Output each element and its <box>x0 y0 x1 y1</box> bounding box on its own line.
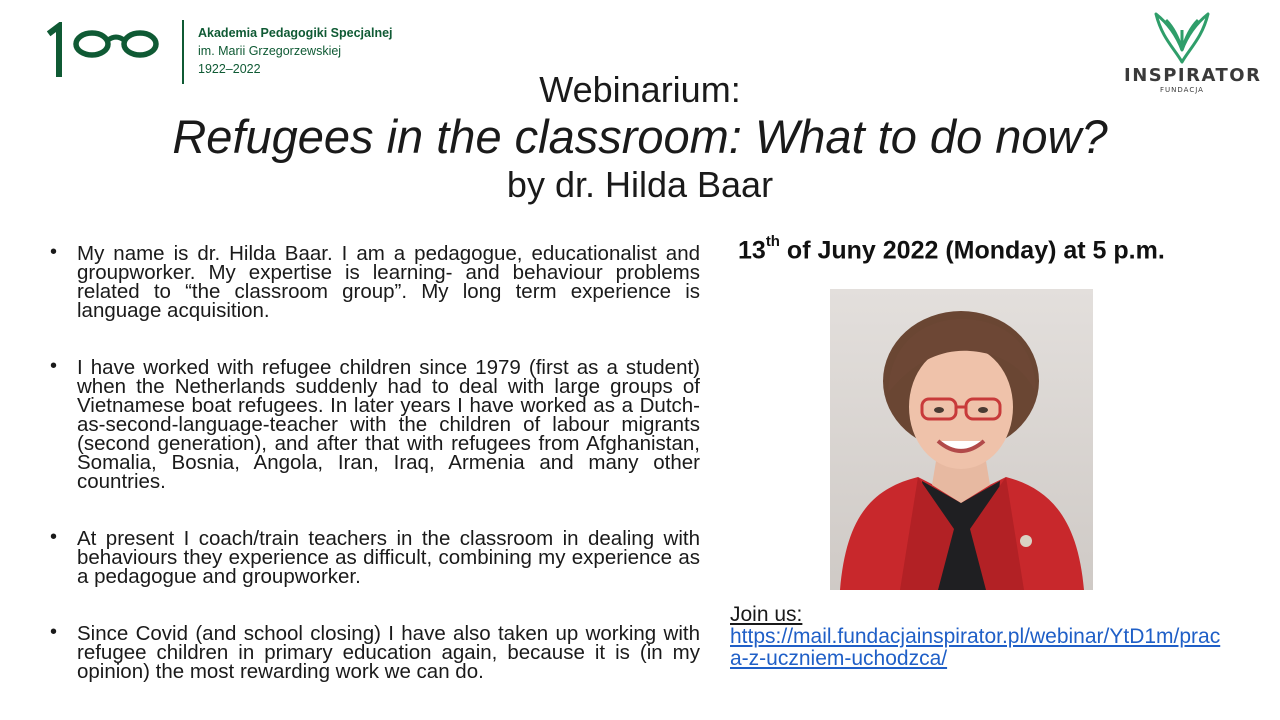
join-block <box>730 604 1230 670</box>
bullet-dot-icon: • <box>50 355 58 377</box>
webinar-label: Webinarium: <box>539 69 741 110</box>
webinar-registration-link[interactable]: https://mail.fundacjainspirator.pl/webinar/YtD1m/praca-z-uczniem-uchodzca/ <box>730 625 1221 670</box>
bio-bullet-text: I have worked with refugee children since 1979 (first as a student) when the Netherlands suddenly had to deal with large groups of Vietnamese boat refugees. In later years I have worked as a Dutch-as-second-language-teacher with the children of labour migrants (second generation), and after that with refugees from Afghanistan, Somalia, Bosnia, Angola, Iran, Iraq, Armenia and many other countries. <box>77 356 700 493</box>
bullet-dot-icon: • <box>50 621 58 643</box>
academy-years: 1922–2022 <box>198 62 261 76</box>
event-date <box>738 233 1165 265</box>
event-date-day: 13 <box>738 236 766 265</box>
bio-bullet <box>50 355 700 493</box>
title-block <box>0 70 1280 206</box>
academy-patron: im. Marii Grzegorzewskiej <box>198 44 342 58</box>
webinar-title: Refugees in the classroom: What to do now? <box>172 110 1108 163</box>
open-book-leaf-icon <box>1152 10 1212 64</box>
bio-bullet <box>50 526 700 588</box>
speaker-portrait-icon <box>830 289 1093 590</box>
bio-bullet-text: Since Covid (and school closing) I have also taken up working with refugee children in primary education again, because it is (in my opinion) the most rewarding work we can do. <box>77 622 700 683</box>
bullet-dot-icon: • <box>50 526 58 548</box>
bio-bullet <box>50 621 700 683</box>
bio-bullet-text: At present I coach/train teachers in the classroom in dealing with behaviours they experience as difficult, combining my experience as a pedagogue and groupworker. <box>77 527 700 588</box>
bio-bullet-list <box>50 241 700 719</box>
bullet-dot-icon: • <box>50 241 58 263</box>
speaker-byline: by dr. Hilda Baar <box>506 164 774 205</box>
speaker-photo <box>830 289 1093 590</box>
join-label: Join us: <box>730 603 803 626</box>
event-date-rest: of Juny 2022 (Monday) at 5 p.m. <box>779 236 1165 265</box>
bio-bullet <box>50 241 700 322</box>
inspirator-sub: FUNDACJA <box>1160 86 1204 94</box>
bio-bullet-text: My name is dr. Hilda Baar. I am a pedagogue, educationalist and groupworker. My expertise is learning- and behaviour problems related to “the classroom group”. My long term experience is language acquisition. <box>77 242 700 322</box>
academy-name: Akademia Pedagogiki Specjalnej <box>198 26 393 40</box>
inspirator-brand: INSPIRATOR <box>1124 65 1262 86</box>
event-date-suffix: th <box>765 233 780 250</box>
